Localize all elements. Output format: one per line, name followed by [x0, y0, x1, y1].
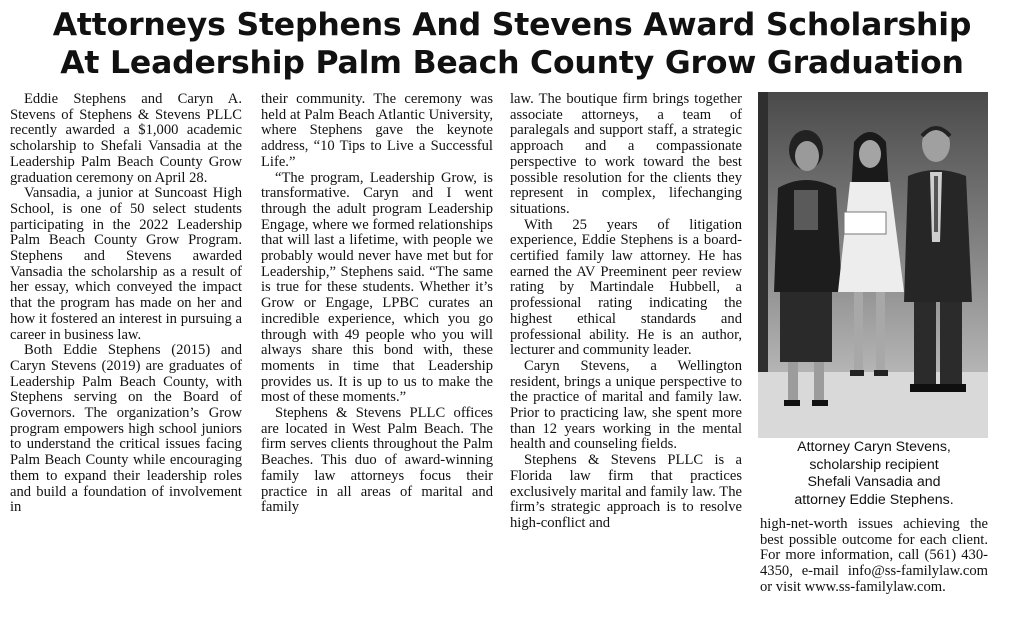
paragraph: With 25 years of litigation experience, Eddie Stephens is a board-certified family law attorney. He has earned the AV Preeminent peer review rating by Martindale Hubbell, a professional rating indicating the highest ethical standards and professional ability. He is an author, lecturer and community leader.: [510, 216, 742, 359]
article-column-1: [10, 92, 242, 516]
article-photo: [758, 92, 988, 438]
paragraph: Stephens & Stevens PLLC offices are located in West Palm Beach. The firm serves clients throughout the Palm Beaches. This duo of award-winning family law attorneys focus their practice in all areas of marital and family: [261, 405, 493, 516]
paragraph: Stephens & Stevens PLLC is a Florida law firm that practices exclusively marital and family law. The firm’s strategic approach is to resolve high-conflict and: [510, 452, 742, 531]
caption-line-1: Attorney Caryn Stevens,: [797, 439, 951, 455]
caption-line-3: Shefali Vansadia and: [807, 474, 941, 490]
caption-line-4: attorney Eddie Stephens.: [794, 491, 954, 508]
paragraph: Vansadia, a junior at Suncoast High School, is one of 50 select students participating in the 2022 Leadership Palm Beach County Grow Program. Stephens and Stevens awarded Vansadia the scholarship as a result of her essay, which conveyed the impact that the program has made on her and how it fostered an interest in pursuing a career in business law.: [10, 185, 242, 343]
paragraph: law. The boutique firm brings together associate attorneys, a team of paralegals and support staff, a strategic approach and a compassionate perspective to work toward the best possible resolution for the clients they represent in complex, lifechanging situations.: [510, 91, 742, 217]
photo-illustration: [758, 92, 988, 438]
article-column-3: [510, 92, 742, 532]
paragraph: Both Eddie Stephens (2015) and Caryn Stevens (2019) are graduates of Leadership Palm Beach County, with Stephens serving on the Board of Governors. The organization’s Grow program empowers high school juniors to understand the critical issues facing Palm Beach County while encouraging them to expand their leadership roles and build a foundation of involvement in: [10, 342, 242, 516]
headline-line-1: Attorneys Stephens And Stevens Award Scholarship: [52, 7, 972, 43]
paragraph: their community. The ceremony was held at Palm Beach Atlantic University, where Stephens gave the keynote address, “10 Tips to Live a Successful Life.”: [261, 91, 493, 170]
photo-caption: [760, 439, 988, 509]
paragraph: Eddie Stephens and Caryn A. Stevens of Stephens & Stevens PLLC recently awarded a $1,000 academic scholarship to Shefali Vansadia at the Leadership Palm Beach County Grow graduation ceremony on April 28.: [10, 91, 242, 186]
paragraph: “The program, Leadership Grow, is transformative. Caryn and I went through the adult program Leadership Engage, where we formed relationships that will last a lifetime, with people we probably would never have met but for Leadership,” Stephens said. “The same is true for these students. Whether it’s Grow or Engage, LPBC curates an incredible experience, which you go through with 49 people who you will always share this bond with, these moments in time that Leadership provides us. It is up to us to make the most of these moments.”: [261, 169, 493, 406]
article-column-2: [261, 92, 493, 516]
headline-line-2: At Leadership Palm Beach County Grow Graduation: [60, 45, 964, 81]
caption-line-2: scholarship recipient: [809, 456, 939, 473]
paragraph: Caryn Stevens, a Wellington resident, brings a unique perspective to the practice of marital and family law. Prior to practicing law, she spent more than 12 years working in the mental health and counseling fields.: [510, 357, 742, 453]
paragraph: high-net-worth issues achieving the best possible outcome for each client. For more information, call (561) 430-4350, e-mail info@ss-familylaw.com or visit www.ss-familylaw.com.: [760, 516, 988, 595]
article-column-4: [760, 517, 988, 596]
headline: [0, 6, 1024, 82]
